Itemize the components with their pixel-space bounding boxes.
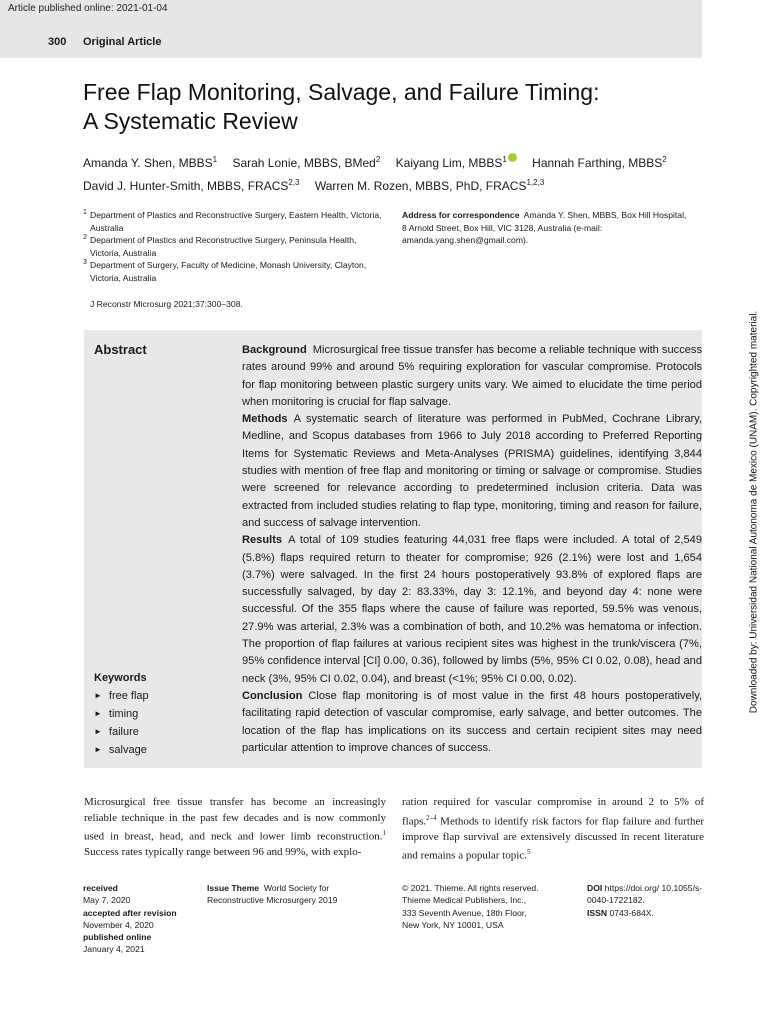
body-column-left: Microsurgical free tissue transfer has become an increasingly reliable technique in the past few decades and is now commonly used in breast, head, and neck and lower limb reconstruction.$^1$ Success rates typically range between 96 and 99%, with explo- — [84, 796, 386, 859]
affiliations — [83, 209, 383, 285]
abstract-body — [242, 342, 702, 757]
author: Amanda Y. Shen, MBBS$^1$ — [83, 155, 218, 170]
download-watermark: Downloaded by: Universidad National Autonoma de Mexico (UNAM). Copyrighted material. — [748, 310, 760, 714]
page-number: 300 — [48, 36, 67, 48]
affiliation: 2 Department of Plastics and Reconstructive Surgery, Peninsula Health, Victoria, Australia — [83, 234, 357, 258]
author: Sarah Lonie, MBBS, BMed$^2$ — [232, 155, 381, 170]
correspondence-label: Address for correspondence — [402, 210, 520, 220]
article-history: received May 7, 2020 accepted after revision November 4, 2020 published online January 4, 2021 — [83, 883, 177, 955]
doi-issn: DOI https://doi.org/ 10.1055/s-0040-1722182. ISSN 0743-684X. — [587, 883, 703, 918]
keywords-list — [94, 670, 149, 759]
abstract-methods: Methods A systematic search of literature was performed in PubMed, Cochrane Library, Medline, and Scopus databases from 1966 to July 2018 according to Preferred Reporting Items for Systematic Reviews and Meta-Analyses (PRISMA) guidelines, identifying 3,844 studies with mention of free flap and monitoring or timing or salvage or compromise. Studies were screened for relevance according to predetermined inclusion criteria. Data was extracted from included studies relating to flap type, monitoring, timing and reason for failure, and success of salvage intervention. — [242, 413, 702, 529]
body-column-right: ration required for vascular compromise in around 2 to 5% of flaps.$^{2-4}$ Methods to identify risk factors for flap failure and further improve flap survival are extensively discussed in recent literature and remains a popular topic.$^5$ — [402, 796, 704, 863]
keyword: ► failure — [94, 723, 149, 741]
affiliation: 1 Department of Plastics and Reconstructive Surgery, Eastern Health, Victoria, Australia — [83, 209, 382, 233]
article-section-label: Original Article — [83, 36, 162, 48]
affiliation: 3 Department of Surgery, Faculty of Medicine, Monash University, Clayton, Victoria, Australia — [83, 259, 367, 283]
keyword: ► free flap — [94, 687, 149, 705]
orcid-icon[interactable] — [508, 153, 517, 162]
article-title — [83, 78, 683, 136]
correspondence-text: Amanda Y. Shen, MBBS, Box Hill Hospital, 8 Arnold Street, Box Hill, VIC 3128, Australia (e-mail: amanda.yang.shen@gmail.com). — [402, 210, 687, 246]
doi-link[interactable]: https://doi.org/ 10.1055/s-0040-1722182. — [587, 883, 703, 906]
keyword: ► timing — [94, 705, 149, 723]
keywords-heading: Keywords — [94, 672, 147, 684]
issue-theme: Issue Theme World Society for Reconstructive Microsurgery 2019 — [207, 883, 338, 906]
abstract-box — [84, 330, 702, 768]
keyword: ► salvage — [94, 741, 149, 759]
author: Hannah Farthing, MBBS$^2$ — [532, 155, 667, 170]
copyright-notice: © 2021. Thieme. All rights reserved. Thieme Medical Publishers, Inc., 333 Seventh Avenue, 18th Floor, New York, NY 10001, USA — [402, 883, 539, 930]
title-line: Free Flap Monitoring, Salvage, and Failure Timing: — [83, 79, 600, 105]
author: Kaiyang Lim, MBBS$^1$ — [396, 156, 517, 170]
abstract-background: Background Microsurgical free tissue transfer has become a reliable technique with success rates around 99% and around 5% requiring exploration for vascular compromise. Protocols for flap monitoring between plastic surgery units vary. We aimed to elucidate the time period when monitoring is crucial for flap salvage. — [242, 344, 702, 408]
correspondence-address — [402, 209, 687, 247]
author-list — [83, 150, 703, 196]
abstract-heading: Abstract — [94, 342, 147, 357]
title-line: A Systematic Review — [83, 108, 298, 134]
journal-citation: J Reconstr Microsurg 2021;37:300–308. — [90, 299, 243, 309]
author: David J. Hunter-Smith, MBBS, FRACS$^{2,3}$ — [83, 178, 300, 193]
published-date: Article published online: 2021-01-04 — [8, 3, 168, 14]
page-header-band — [0, 0, 702, 58]
abstract-results: Results A total of 109 studies featuring 44,031 free flaps were included. A total of 2,549 (5.8%) flaps required return to theater for compromise; 926 (2.1%) were lost and 1,654 (3.7%) were salvaged. In the first 24 hours postoperatively 93.8% of explored flaps are successfully salvaged, by day 2: 83.33%, day 3: 12.1%, and beyond day 4: none were successful. Of the 355 flaps where the cause of failure was reported, 59.5% was venous, 27.9% was arterial, 2.3% was a combination of both, and 10.2% was hematoma or infection. The proportion of flap failures at various recipient sites was highest in the trunk/viscera (7%, 95% confidence interval [CI] 0.00, 0.36), followed by limbs (5%, 95% CI 0.02, 0.08), head and neck (3%, 95% CI 0.02, 0.04), and breast (<1%; 95% CI 0.00, 0.02). — [242, 534, 702, 685]
author: Warren M. Rozen, MBBS, PhD, FRACS$^{1,2,3}$ — [314, 178, 545, 193]
abstract-conclusion: Conclusion Close flap monitoring is of most value in the first 48 hours postoperatively, facilitating rapid detection of vascular compromise, early salvage, and better outcomes. The location of the flap has implications on its success and certain recipient sites may need particular attention to improve chances of success. — [242, 689, 702, 754]
